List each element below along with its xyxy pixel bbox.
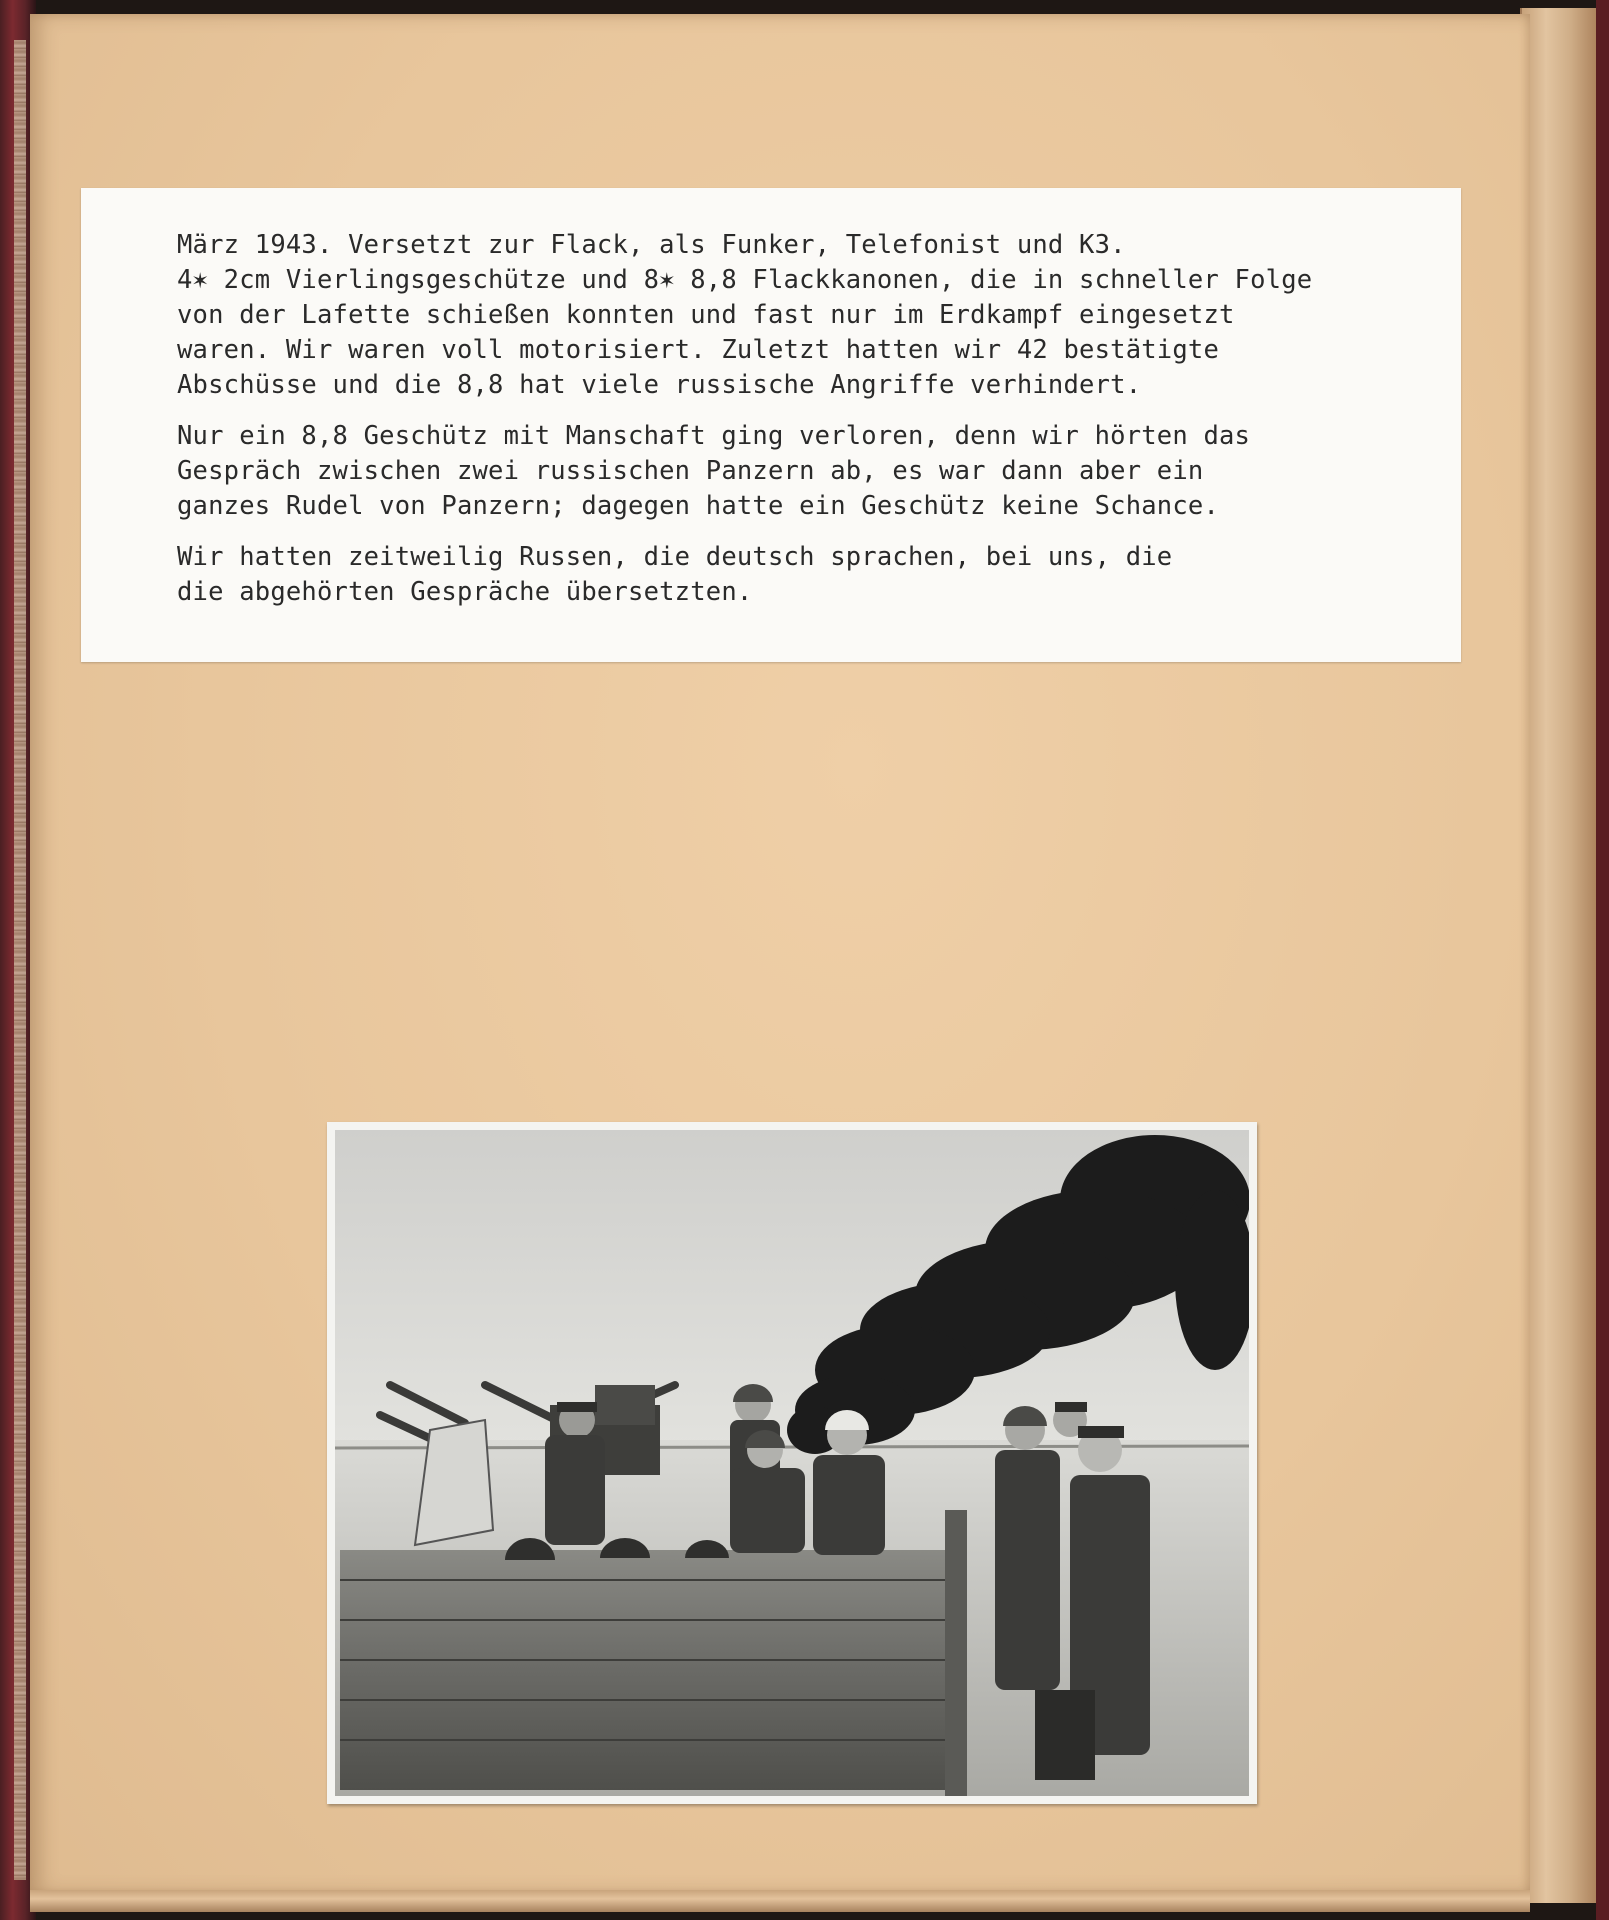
album-cover-edge (1596, 0, 1609, 1920)
caption-line: Nur ein 8,8 Geschütz mit Manschaft ging verloren, denn wir hörten das (177, 421, 1251, 451)
photo-scene (335, 1130, 1249, 1796)
photograph (327, 1122, 1257, 1804)
page-bottom-edge (30, 1890, 1530, 1912)
spine-page-edges (14, 40, 26, 1880)
caption-line: waren. Wir waren voll motorisiert. Zuletzt hatten wir 42 bestätigte (177, 335, 1220, 365)
caption-line: von der Lafette schießen konnten und fast nur im Erdkampf eingesetzt (177, 300, 1235, 330)
caption-paragraph-1 (177, 228, 1441, 403)
caption-paragraph-2 (177, 419, 1441, 524)
typed-caption (81, 188, 1461, 662)
caption-line: ganzes Rudel von Panzern; dagegen hatte ein Geschütz keine Schance. (177, 491, 1220, 521)
caption-line: die abgehörten Gespräche übersetzten. (177, 577, 753, 607)
caption-line: Abschüsse und die 8,8 hat viele russische Angriffe verhindert. (177, 370, 1142, 400)
caption-line: Gespräch zwischen zwei russischen Panzern ab, es war dann aber ein (177, 456, 1204, 486)
caption-paragraph-3 (177, 540, 1441, 610)
caption-line: 4✶ 2cm Vierlingsgeschütze und 8✶ 8,8 Flackkanonen, die in schneller Folge (177, 265, 1313, 295)
caption-line: März 1943. Versetzt zur Flack, als Funker, Telefonist und K3. (177, 230, 1126, 260)
caption-line: Wir hatten zeitweilig Russen, die deutsch sprachen, bei uns, die (177, 542, 1173, 572)
page-stack-edge (1520, 8, 1602, 1903)
